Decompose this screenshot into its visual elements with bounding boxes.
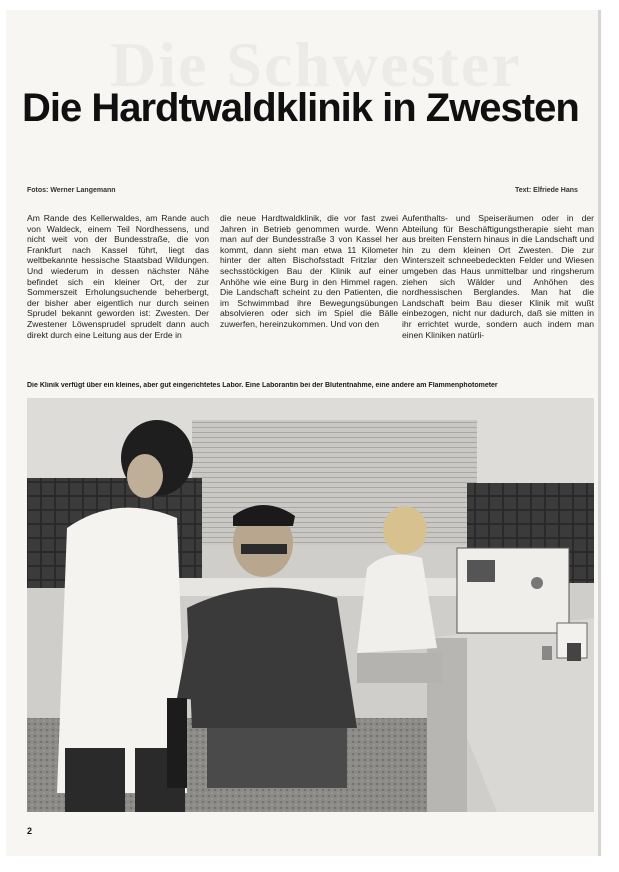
lab-photo [27, 398, 594, 812]
text-credit: Text: Elfriede Hans [515, 187, 578, 194]
article-column-3: Aufenthalts- und Speiseräumen oder in der Abteilung für Beschäftigungstherapie sieht man aus breiten Fenstern hinaus in die Landschaft und hin zu dem kleinen Ort Zwesten. Die zur Winterszeit schneebedeckten Felder und Wiesen umgeben das Haus unmittelbar und ringsherum ziehen sich Wälder und Anhöhen des nordhessischen Berglandes. Man hat die Landschaft beim Bau dieser Klinik mit wußt einbezogen, nicht nur dadurch, daß sie mitten in ihr errichtet wurde, sondern auch indem man einen Kliniken natürli- [402, 213, 594, 340]
photo-caption: Die Klinik verfügt über ein kleines, aber gut eingerichtetes Labor. Eine Laborantin bei der Blutentnahme, eine andere am Flammenphotometer [27, 382, 498, 389]
headline: Die Hardtwaldklinik in Zwesten [22, 86, 579, 130]
page-number: 2 [27, 826, 33, 836]
page-crease [598, 10, 601, 856]
photo-credit: Fotos: Werner Langemann [27, 187, 116, 194]
show-through-text: Die Schwester [110, 29, 522, 100]
article-column-2: die neue Hardtwaldklinik, die vor fast zwei Jahren in Betrieb genommen wurde. Wenn man auf der Bundesstraße 3 von Kassel her kommt, dann sieht man etwa 11 Kilometer hinter der alten Bischofsstadt Fritzlar den sechsstöckigen Bau der Klinik auf einer Anhöhe wie eine Burg in den Himmel ragen. Die Landschaft scheint zu den Patienten, die im Schwimmbad ihre Bewegungsübungen absolvieren oder sich im Spiel die Bälle zuwerfen, hereinzukommen. Und von den [220, 213, 398, 329]
window-blinds [192, 420, 477, 545]
article-column-1: Am Rande des Kellerwaldes, am Rande auch von Waldeck, einem Teil Nordhessens, und nicht weit von der Bundesstraße, die von Frankfurt nach Kassel führt, liegt das weltbekannte hessische Staatsbad Wildungen. Und wiederum in dessen nächster Nähe befindet sich ein kleiner Ort, der zur Sommerszeit Erholungsuchende beherbergt, der bisher aber eigentlich nur durch seinen Sprudel bekannt geworden ist: Zwesten. Der Zwestener Löwensprudel sprudelt dann auch direkt durch eine Leitung aus der Erde in [27, 213, 209, 340]
